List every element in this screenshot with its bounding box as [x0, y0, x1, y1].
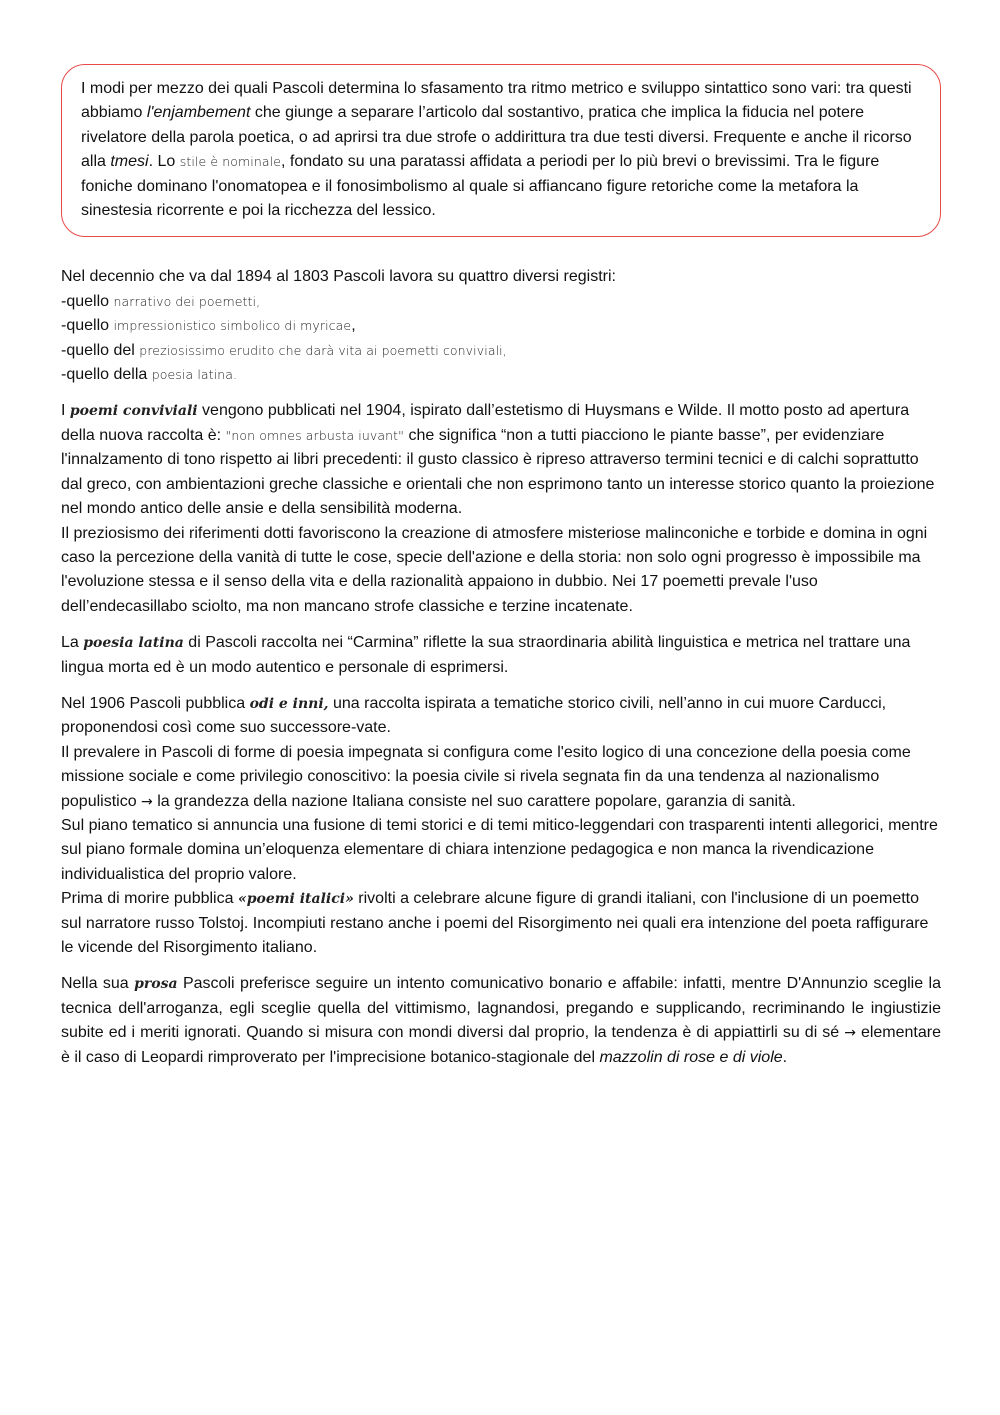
- registro-item: -quello narrativo dei poemetti,: [61, 292, 261, 310]
- motto-quote: "non omnes arbusta iuvant": [225, 427, 405, 443]
- odi-paragraph: Sul piano tematico si annuncia una fusione di temi storici e di temi mitico-leggendari con trasparenti intenti allegorici, mentre sul piano formale domina un’eloquenza elementare di chiara intenzione pedagogica e non manca la rivendicazione individualistica del proprio valore.: [61, 816, 938, 883]
- box-italic-enjambement: l'enjambement: [146, 104, 251, 122]
- document-page: [61, 64, 941, 1082]
- conviviali-paragraph: I poemi conviviali vengono pubblicati nel 1904, ispirato dall’estetismo di Huysmans e Wilde. Il motto posto ad apertura della nuova raccolta è: "non omnes arbusta iuvant" che significa “non a tutti piacciono le piante basse”, per evidenziare l'innalzamento di tono rispetto ai libri precedenti: il gusto classico è ripreso attraverso termini tecnici e di calchi soprattutto dal greco, con ambientazioni greche classiche e orientali che non esprimono tanto un interesse storico quanto la proiezione nel mondo antico delle ansie e della sensibilità moderna.: [61, 402, 935, 518]
- box-text: , fondato su una paratassi affidata a periodi per lo più brevi o brevissimi. Tra le figure foniche dominano l'onomatopea e il fonosimbolismo al quale si affiancano figure retoriche come la metafora la sinestesia ricorrente e poi la ricchezza del lessico.: [81, 153, 880, 220]
- registri-section: [61, 265, 941, 387]
- odi-paragraph: Prima di morire pubblica «poemi italici» rivolti a celebrare alcune figure di grandi italiani, con l'inclusione di un poemetto sul narratore russo Tolstoj. Incompiuti restano anche i poemi del Risorgimento nei quali era intenzione del poeta raffigurare le vicende del Risorgimento italiano.: [61, 890, 929, 956]
- arrow-icon: →: [141, 793, 153, 810]
- handwritten-title: poesia latina: [83, 635, 184, 652]
- odi-paragraph: Il prevalere in Pascoli di forme di poesia impegnata si configura come l'esito logico di una concezione della poesia come missione sociale e come privilegio conoscitivo: la poesia civile si rivela segnata fin da una tendenza al nazionalismo populistico → la grandezza della nazione Italiana consiste nel suo carattere popolare, garanzia di sanità.: [61, 743, 911, 810]
- latina-section: La poesia latina di Pascoli raccolta nei “Carmina” riflette la sua straordinaria abilità linguistica e metrica nel trattare una lingua morta ed è un modo autentico e personale di esprimersi.: [61, 634, 911, 676]
- box-text: I modi per mezzo dei quali Pascoli determina lo sfasamento tra ritmo metrico e sviluppo sintattico sono vari: tra questi abbiamo: [81, 80, 912, 122]
- registro-item: -quello del preziosissimo erudito che darà vita ai poemetti conviviali,: [61, 341, 507, 359]
- handwritten-title: prosa: [134, 976, 178, 993]
- registro-item: -quello della poesia latina.: [61, 366, 238, 384]
- box-italic-tmesi: tmesi: [110, 153, 149, 171]
- box-text: che giunge a separare l’articolo dal sostantivo, pratica che implica la fiducia nel potere rivelatore della parola poetica, o ad aprirsi tra due strofe o addirittura tra due testi diversi. Frequente e anche il ricorso alla: [81, 104, 912, 171]
- italic-quote: mazzolin di rose e di viole: [599, 1048, 783, 1066]
- box-text: . Lo: [148, 153, 180, 171]
- handwritten-title: «poemi italici»: [237, 891, 354, 908]
- registro-item: -quello impressionistico simbolico di myricae,: [61, 317, 356, 335]
- arrow-icon: →: [844, 1025, 856, 1042]
- prosa-section: Nella sua prosa Pascoli preferisce seguire un intento comunicativo bonario e affabile: infatti, mentre D'Annunzio sceglie la tecnica dell'arroganza, egli sceglie quella del vittimismo, lagnandosi, pregando e supplicando, recriminando le ingiustizie subite ed i meriti ignorati. Quando si misura con mondi diversi dal proprio, la tendenza è di appiattirli su di sé → elementare è il caso di Leopardi rimproverato per l'imprecisione botanico-stagionale del mazzolin di rose e di viole.: [61, 975, 942, 1066]
- handwritten-title: poemi conviviali: [69, 403, 198, 420]
- handwritten-title: odi e inni,: [249, 695, 329, 712]
- odi-paragraph: Nel 1906 Pascoli pubblica odi e inni, una raccolta ispirata a tematiche storico civili, nell’anno in cui muore Carducci, proponendosi così come suo successore-vate.: [61, 694, 887, 737]
- box-handwritten-note: stile è nominale: [179, 154, 281, 170]
- conviviali-paragraph: Il preziosismo dei riferimenti dotti favoriscono la creazione di atmosfere misteriose malinconiche e torbide e domina in ogni caso la percezione della vanità di tutte le cose, specie dell'azione e della storia: non solo ogni progresso è impossibile ma l'evoluzione stessa e il senso della vita e della razionalità appaiono in dubbio. Nei 17 poemetti prevale l'uso dell’endecasillabo sciolto, ma non mancano strofe classiche e terzine incatenate.: [61, 524, 928, 615]
- conviviali-section: [61, 399, 941, 619]
- summary-box: [61, 64, 941, 237]
- registri-intro: Nel decennio che va dal 1894 al 1803 Pascoli lavora su quattro diversi registri:: [61, 268, 616, 286]
- odi-section: [61, 692, 941, 960]
